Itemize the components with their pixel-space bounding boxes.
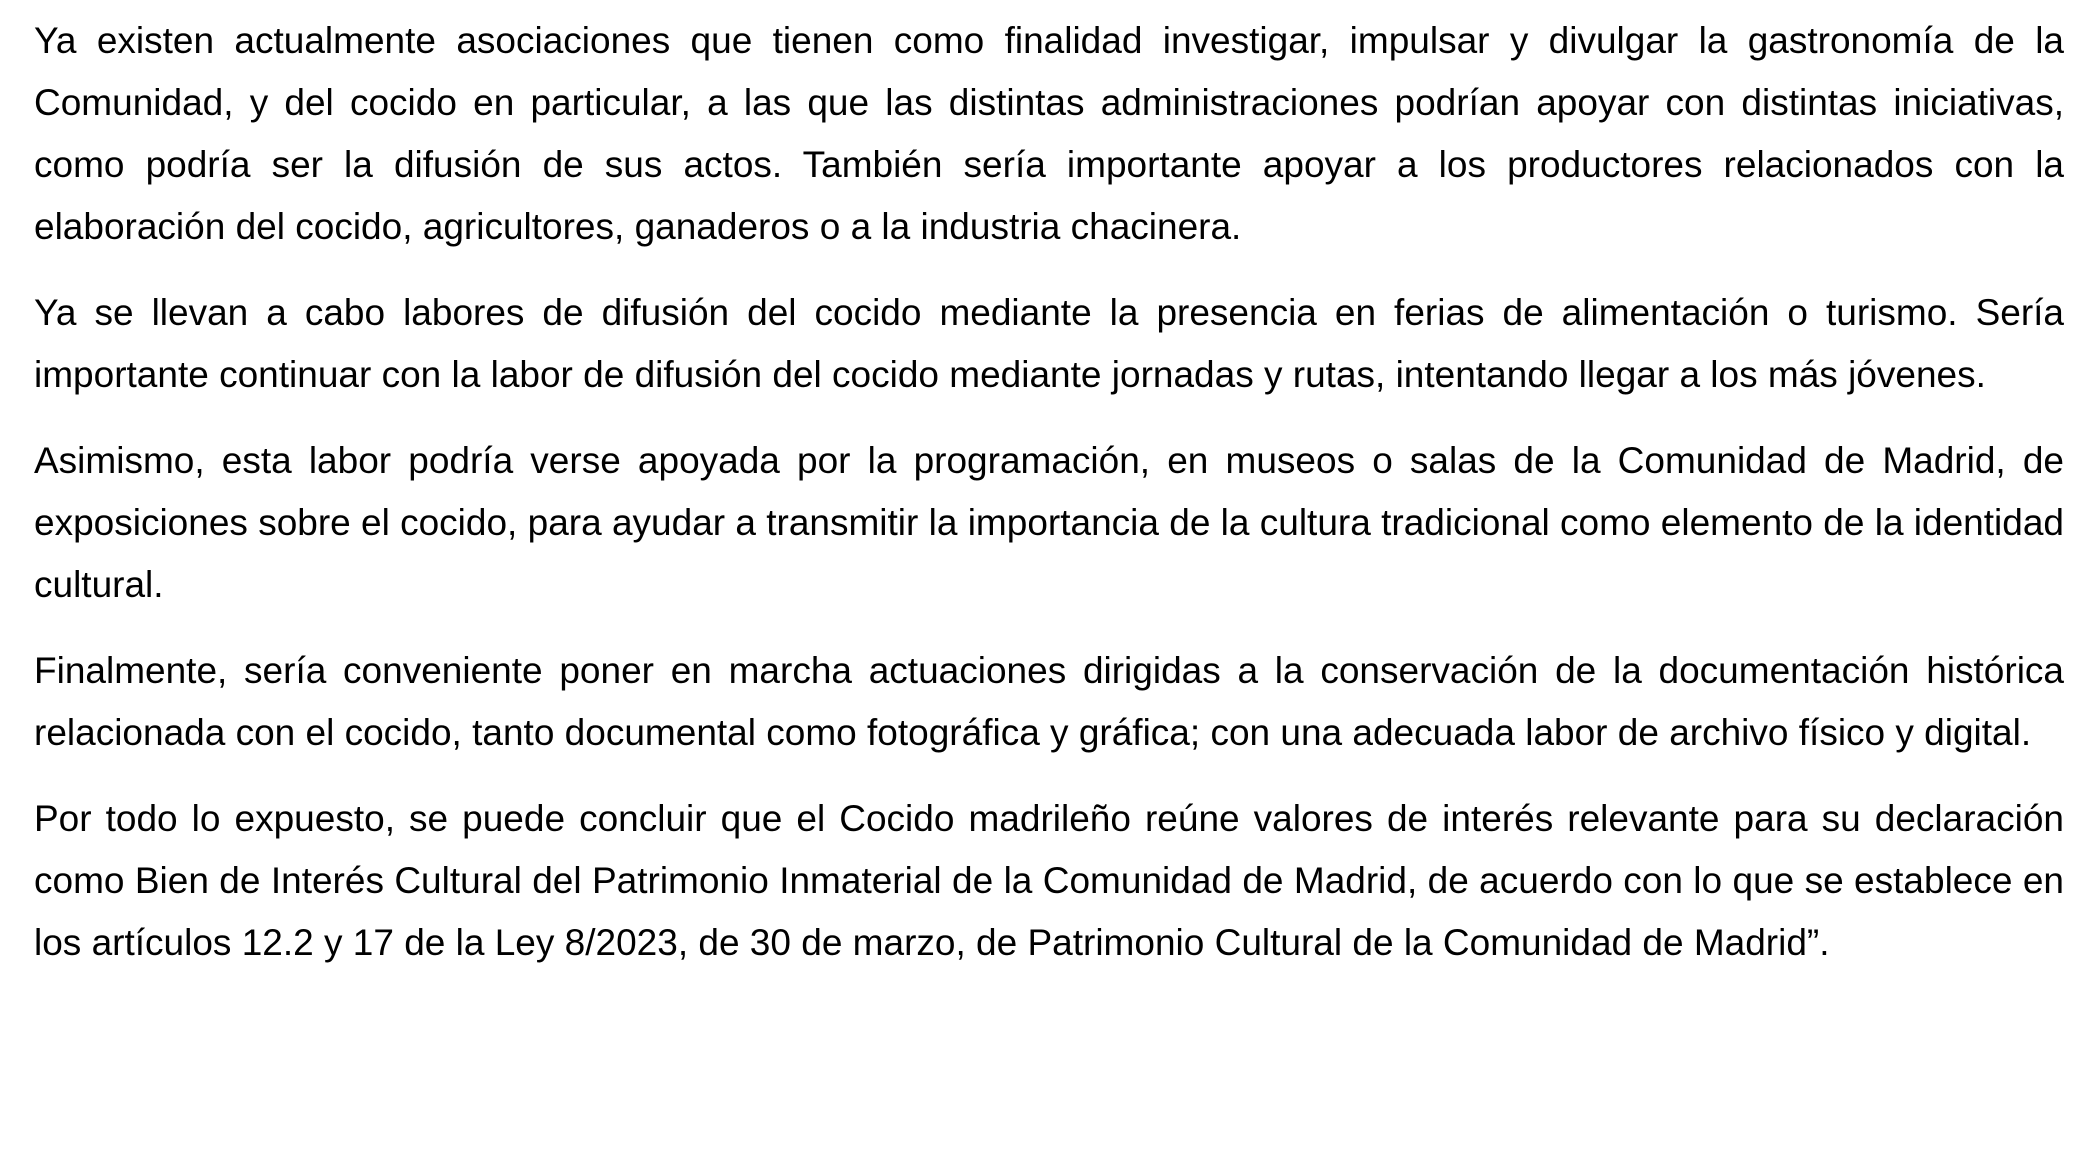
paragraph-conservation: Finalmente, sería conveniente poner en marcha actuaciones dirigidas a la conservación de la documentación histórica relacionada con el cocido, tanto documental como fotográfica y gráfica; con una adecuada labor de archivo físico y digital. — [34, 650, 2064, 753]
paragraph-dissemination: Ya se llevan a cabo labores de difusión del cocido mediante la presencia en ferias de alimentación o turismo. Sería importante continuar con la labor de difusión del cocido mediante jornadas y rutas, intentando llegar a los más jóvenes. — [34, 292, 2064, 395]
paragraph-associations: Ya existen actualmente asociaciones que tienen como finalidad investigar, impulsar y divulgar la gastronomía de la Comunidad, y del cocido en particular, a las que las distintas administraciones podrían apoyar con distintas iniciativas, como podría ser la difusión de sus actos. También sería importante apoyar a los productores relacionados con la elaboración del cocido, agricultores, ganaderos o a la industria chacinera. — [34, 20, 2064, 247]
document-page — [34, 0, 2064, 998]
paragraph-exhibitions: Asimismo, esta labor podría verse apoyada por la programación, en museos o salas de la Comunidad de Madrid, de exposiciones sobre el cocido, para ayudar a transmitir la importancia de la cultura tradicional como elemento de la identidad cultural. — [34, 440, 2064, 605]
paragraph-conclusion: Por todo lo expuesto, se puede concluir que el Cocido madrileño reúne valores de interés relevante para su declaración como Bien de Interés Cultural del Patrimonio Inmaterial de la Comunidad de Madrid, de acuerdo con lo que se establece en los artículos 12.2 y 17 de la Ley 8/2023, de 30 de marzo, de Patrimonio Cultural de la Comunidad de Madrid”. — [34, 798, 2064, 963]
